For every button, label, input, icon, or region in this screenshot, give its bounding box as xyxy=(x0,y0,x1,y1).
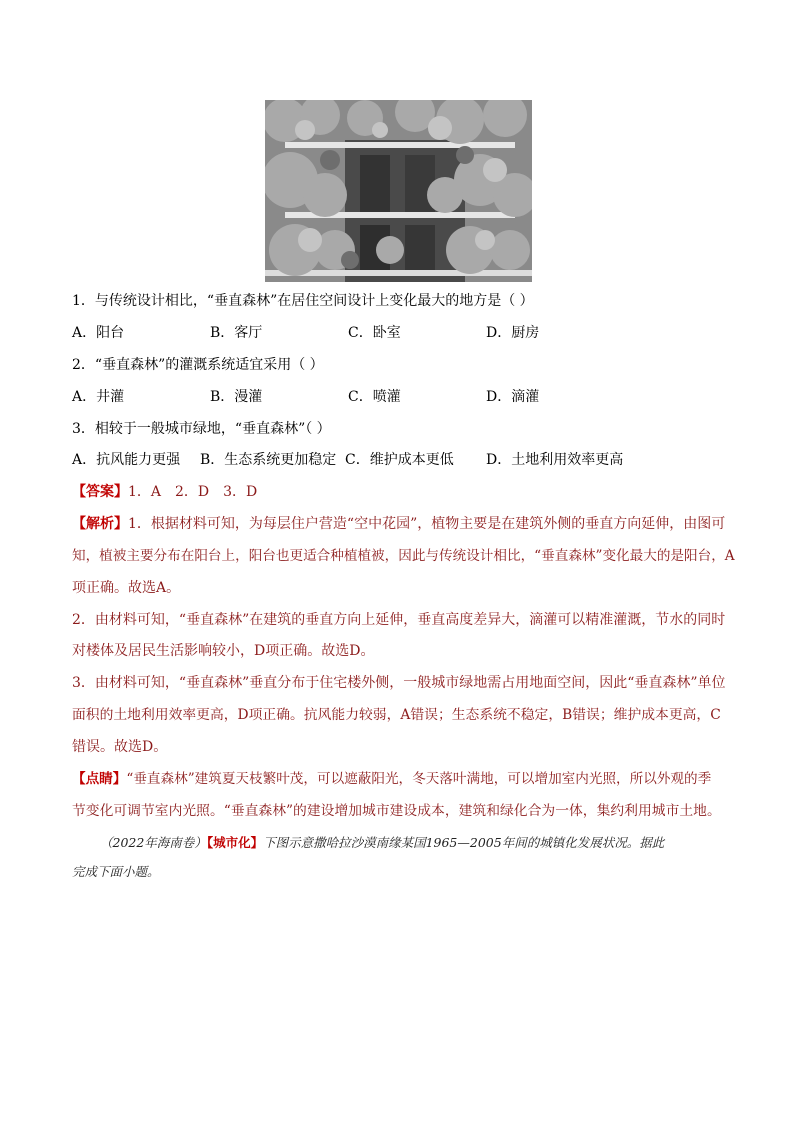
analysis-line-1 xyxy=(72,516,725,532)
next-intro-tag: 【城市化】 xyxy=(206,835,264,850)
q2-option-c: C．喷灌 xyxy=(348,389,401,405)
q3-option-a: A．抗风能力更强 xyxy=(72,452,181,468)
analysis-line-5: 对楼体及居民生活影响较小，D项正确。故选D。 xyxy=(72,643,375,659)
question-3-stem: 3．相较于一般城市绿地，“垂直森林”（ ） xyxy=(72,421,331,437)
comment-text-1: “垂直森林”建筑夏天枝繁叶茂，可以遮蔽阳光，冬天落叶满地，可以增加室内光照，所以外观的季 xyxy=(126,771,712,787)
q2-option-a: A．井灌 xyxy=(72,389,125,405)
q1-option-a: A．阳台 xyxy=(72,325,125,341)
analysis-line-3: 项正确。故选A。 xyxy=(72,580,181,596)
next-intro-text: 下图示意撒哈拉沙漠南缘某国1965—2005年间的城镇化发展状况。据此 xyxy=(263,835,665,850)
vertical-forest-image xyxy=(265,100,532,282)
question-2-stem: 2．“垂直森林”的灌溉系统适宜采用（ ） xyxy=(72,357,324,373)
vertical-forest-photo xyxy=(265,100,532,282)
q1-option-c: C．卧室 xyxy=(348,325,401,341)
analysis-line-8: 错误。故选D。 xyxy=(72,739,168,755)
q3-option-d: D．土地利用效率更高 xyxy=(486,452,624,468)
answer-tag: 【答案】 xyxy=(72,484,128,500)
q2-option-d: D．滴灌 xyxy=(486,389,540,405)
q3-option-c: C．维护成本更低 xyxy=(345,452,454,468)
q1-option-d: D．厨房 xyxy=(486,325,540,341)
q3-option-b: B．生态系统更加稳定 xyxy=(200,452,337,468)
next-intro-source: （2022年海南卷） xyxy=(100,835,207,850)
comment-line-2: 节变化可调节室内光照。“垂直森林”的建设增加城市建设成本，建筑和绿化合为一体，集约利用城市土地。 xyxy=(72,803,721,819)
analysis-line-4: 2．由材料可知，“垂直森林”在建筑的垂直方向上延伸，垂直高度差异大，滴灌可以精准灌溉，节水的同时 xyxy=(72,612,726,628)
q2-option-b: B．漫灌 xyxy=(210,389,263,405)
next-intro-line-1 xyxy=(100,835,664,851)
answer-line xyxy=(72,484,257,500)
analysis-line-7: 面积的土地利用效率更高，D项正确。抗风能力较弱，A错误；生态系统不稳定，B错误；维护成本更高，C xyxy=(72,707,721,723)
next-intro-line-2: 完成下面小题。 xyxy=(72,864,160,879)
analysis-text-1: 1．根据材料可知，为每层住户营造“空中花园”，植物主要是在建筑外侧的垂直方向延伸，由图可 xyxy=(128,516,726,532)
q1-option-b: B．客厅 xyxy=(210,325,263,341)
comment-line-1 xyxy=(72,771,711,787)
analysis-tag: 【解析】 xyxy=(72,516,128,532)
analysis-line-6: 3．由材料可知，“垂直森林”垂直分布于住宅楼外侧，一般城市绿地需占用地面空间，因此“垂直森林”单位 xyxy=(72,675,726,691)
question-1-stem: 1．与传统设计相比，“垂直森林”在居住空间设计上变化最大的地方是（ ） xyxy=(72,293,534,309)
comment-tag: 【点睛】 xyxy=(72,771,127,787)
answer-text: 1．A 2．D 3．D xyxy=(128,484,258,500)
analysis-line-2: 知，植被主要分布在阳台上，阳台也更适合种植植被，因此与传统设计相比，“垂直森林”变化最大的是阳台，A xyxy=(72,548,735,564)
